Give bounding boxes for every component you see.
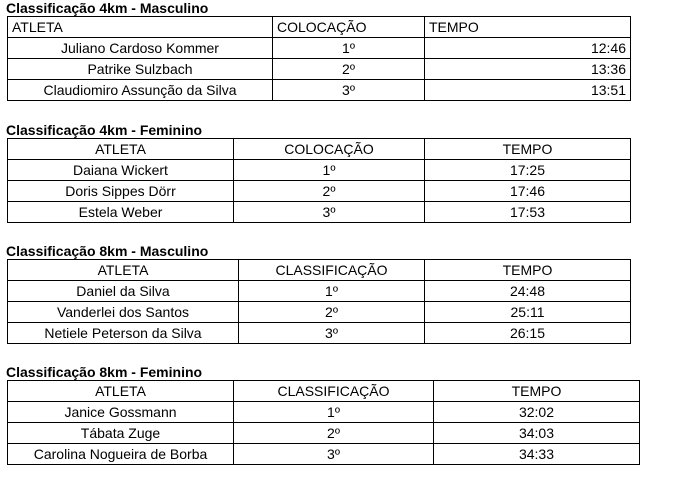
- athlete-cell: Estela Weber: [8, 202, 234, 223]
- section-title: Classificação 8km - Masculino: [6, 243, 209, 259]
- results-table: [7, 380, 640, 465]
- athlete-cell: Daniel da Silva: [8, 281, 239, 302]
- place-cell: 2º: [234, 423, 434, 444]
- header-atleta: ATLETA: [8, 17, 273, 38]
- section-8km-feminino: [6, 364, 640, 465]
- time-cell: 24:48: [425, 281, 631, 302]
- time-cell: 17:25: [425, 160, 631, 181]
- table-header-row: [8, 260, 631, 281]
- section-title: Classificação 4km - Feminino: [6, 122, 203, 138]
- header-tempo: TEMPO: [425, 260, 631, 281]
- athlete-cell: Doris Sippes Dörr: [8, 181, 234, 202]
- header-tempo: TEMPO: [425, 139, 631, 160]
- table-row: [8, 323, 631, 344]
- table-row: [8, 181, 631, 202]
- header-atleta: ATLETA: [8, 139, 234, 160]
- results-table: [7, 16, 631, 101]
- results-table: [7, 138, 631, 223]
- time-cell: 17:46: [425, 181, 631, 202]
- table-row: [8, 302, 631, 323]
- section-title: Classificação 4km - Masculino: [6, 0, 209, 16]
- place-cell: 3º: [234, 444, 434, 465]
- time-cell: 13:51: [425, 80, 631, 101]
- table-row: [8, 423, 640, 444]
- time-cell: 25:11: [425, 302, 631, 323]
- athlete-cell: Daiana Wickert: [8, 160, 234, 181]
- table-row: [8, 202, 631, 223]
- place-cell: 1º: [239, 281, 425, 302]
- time-cell: 13:36: [425, 59, 631, 80]
- header-colocacao: COLOCAÇÃO: [273, 17, 425, 38]
- time-cell: 34:33: [434, 444, 640, 465]
- time-cell: 17:53: [425, 202, 631, 223]
- time-cell: 32:02: [434, 402, 640, 423]
- table-header-row: [8, 381, 640, 402]
- place-cell: 1º: [273, 38, 425, 59]
- time-cell: 12:46: [425, 38, 631, 59]
- place-cell: 2º: [239, 302, 425, 323]
- table-row: [8, 281, 631, 302]
- place-cell: 2º: [234, 181, 425, 202]
- table-header-row: [8, 17, 631, 38]
- header-atleta: ATLETA: [8, 381, 234, 402]
- table-header-row: [8, 139, 631, 160]
- athlete-cell: Patrike Sulzbach: [8, 59, 273, 80]
- table-row: [8, 59, 631, 80]
- place-cell: 1º: [234, 160, 425, 181]
- header-tempo: TEMPO: [434, 381, 640, 402]
- results-table: [7, 259, 631, 344]
- athlete-cell: Netiele Peterson da Silva: [8, 323, 239, 344]
- header-classificacao: CLASSIFICAÇÃO: [234, 381, 434, 402]
- table-row: [8, 160, 631, 181]
- header-tempo: TEMPO: [425, 17, 631, 38]
- athlete-cell: Janice Gossmann: [8, 402, 234, 423]
- header-classificacao: CLASSIFICAÇÃO: [239, 260, 425, 281]
- table-row: [8, 402, 640, 423]
- table-row: [8, 38, 631, 59]
- header-atleta: ATLETA: [8, 260, 239, 281]
- place-cell: 2º: [273, 59, 425, 80]
- section-4km-masculino: [6, 0, 631, 101]
- athlete-cell: Vanderlei dos Santos: [8, 302, 239, 323]
- table-row: [8, 80, 631, 101]
- header-colocacao: COLOCAÇÃO: [234, 139, 425, 160]
- place-cell: 1º: [234, 402, 434, 423]
- time-cell: 34:03: [434, 423, 640, 444]
- athlete-cell: Carolina Nogueira de Borba: [8, 444, 234, 465]
- place-cell: 3º: [239, 323, 425, 344]
- section-8km-masculino: [6, 243, 631, 344]
- place-cell: 3º: [273, 80, 425, 101]
- athlete-cell: Claudiomiro Assunção da Silva: [8, 80, 273, 101]
- place-cell: 3º: [234, 202, 425, 223]
- time-cell: 26:15: [425, 323, 631, 344]
- section-4km-feminino: [6, 122, 631, 223]
- athlete-cell: Juliano Cardoso Kommer: [8, 38, 273, 59]
- section-title: Classificação 8km - Feminino: [6, 364, 203, 380]
- table-row: [8, 444, 640, 465]
- athlete-cell: Tábata Zuge: [8, 423, 234, 444]
